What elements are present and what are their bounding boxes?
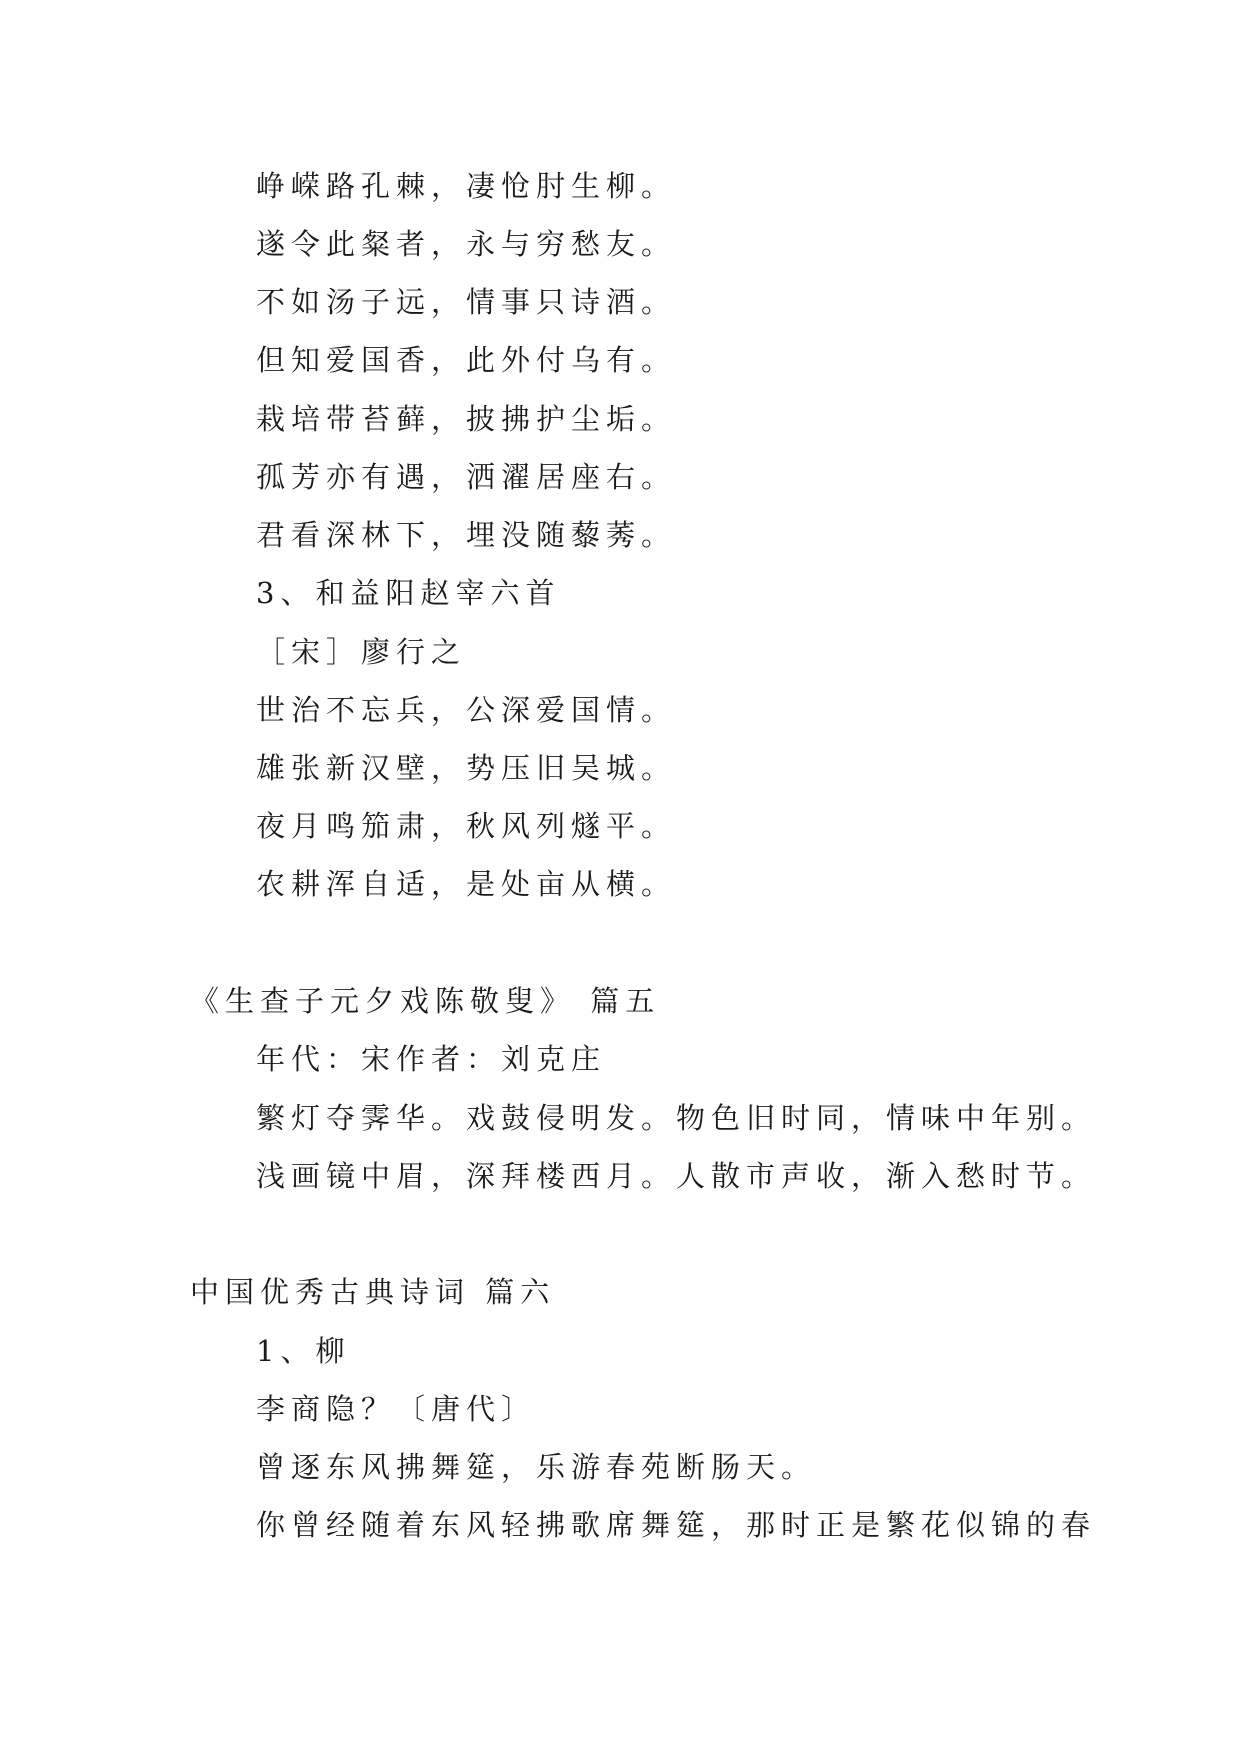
poem-line: 孤芳亦有遇，洒濯居座右。 bbox=[256, 460, 677, 494]
section-heading: 《生查子元夕戏陈敬叟》 篇五 bbox=[190, 984, 661, 1018]
poem-line: 但知爱国香，此外付乌有。 bbox=[256, 343, 677, 377]
poem-line: 你曾经随着东风轻拂歌席舞筵，那时正是繁花似锦的春 bbox=[256, 1508, 1097, 1542]
poem-meta: 年代：宋作者：刘克庄 bbox=[256, 1042, 607, 1076]
poem-line: 繁灯夺霁华。戏鼓侵明发。物色旧时同，情味中年别。 bbox=[256, 1101, 1097, 1135]
poem-line: 遂令此粲者，永与穷愁友。 bbox=[256, 227, 677, 261]
poem-line: 浅画镜中眉，深拜楼西月。人散市声收，渐入愁时节。 bbox=[256, 1159, 1097, 1193]
poem-title: 1、柳 bbox=[256, 1334, 351, 1368]
poem-line: 夜月鸣笳肃，秋风列燧平。 bbox=[256, 809, 677, 843]
section-heading: 中国优秀古典诗词 篇六 bbox=[190, 1275, 556, 1309]
poem-author: ［宋］廖行之 bbox=[256, 635, 467, 669]
poem-line: 世治不忘兵，公深爱国情。 bbox=[256, 693, 677, 727]
poem-line: 农耕浑自适，是处亩从横。 bbox=[256, 867, 677, 901]
poem-author: 李商隐？〔唐代〕 bbox=[256, 1392, 537, 1426]
poem-line: 曾逐东风拂舞筵，乐游春苑断肠天。 bbox=[256, 1450, 817, 1484]
poem-line: 峥嵘路孔棘，凄怆肘生柳。 bbox=[256, 169, 677, 203]
poem-line: 君看深林下，埋没随藜莠。 bbox=[256, 518, 677, 552]
poem-line: 不如汤子远，情事只诗酒。 bbox=[256, 285, 677, 319]
poem-line: 雄张新汉壁，势压旧吴城。 bbox=[256, 751, 677, 785]
poem-line: 栽培带苔藓，披拂护尘垢。 bbox=[256, 402, 677, 436]
poem-title: 3、和益阳赵宰六首 bbox=[256, 576, 561, 610]
